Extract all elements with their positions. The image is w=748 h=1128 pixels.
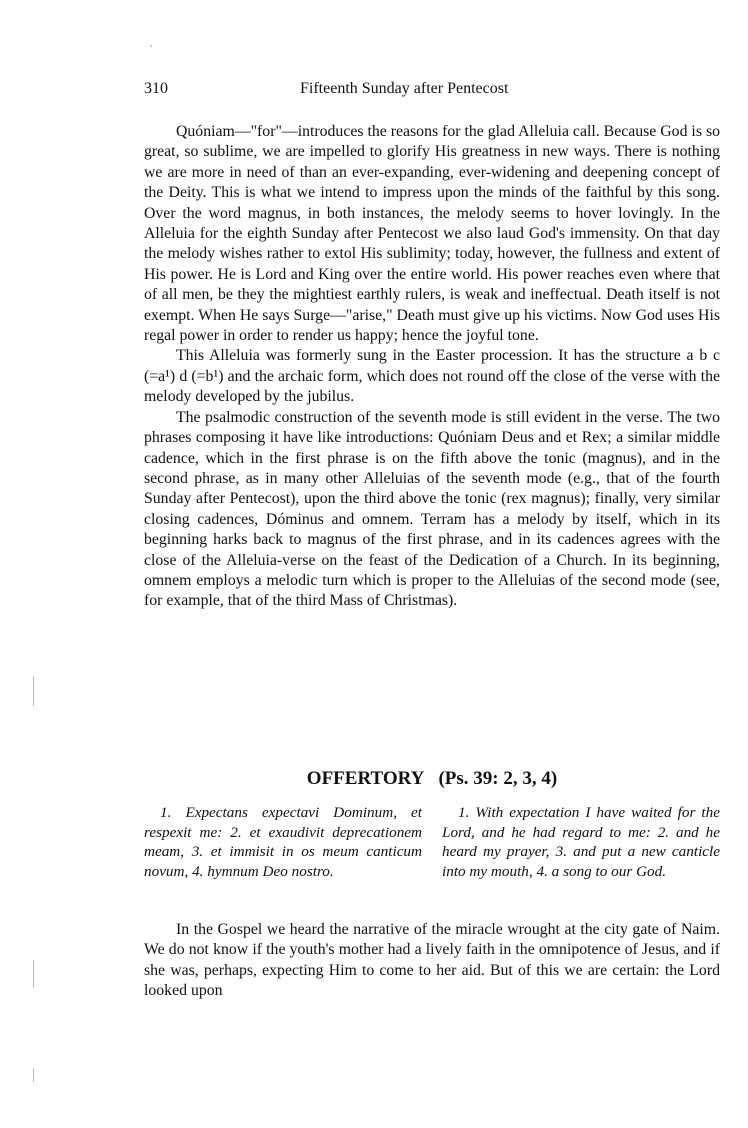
margin-mark	[33, 960, 34, 988]
offertory-title: OFFERTORY	[306, 768, 424, 789]
paragraph-quoniam: Quóniam—"for"—introduces the reasons for the glad Alleluia call. Because God is so great, so sublime, we are impelled to glorify His greatness in new ways. There is nothing we are more in need of than an ever-expanding, ever-widening and deepening concept of the Deity. This is what we intend to impress upon the minds of the faithful by this song. Over the word magnus, in both instances, the melody seems to hover lovingly. In the Alleluia for the eighth Sunday after Pentecost we also laud God's immensity. On that day the melody wishes rather to extol His sublimity; today, however, the fullness and extent of His power. He is Lord and King over the entire world. His power reaches even where that of all men, be they the mightiest earthly rulers, is weak and ineffectual. Death itself is not exempt. When He says Surge—"arise," Death must give up his victims. Now God uses His regal power in order to render us happy; hence the joyful tone.	[144, 123, 720, 345]
offertory-heading	[144, 768, 720, 790]
offertory-text	[144, 803, 720, 881]
page-header	[144, 80, 720, 102]
margin-mark	[33, 676, 34, 706]
paragraph-psalmodic-construction: The psalmodic construction of the seventh mode is still evident in the verse. The two phrases composing it have like introductions: Quóniam Deus and et Rex; a similar middle cadence, which in the first phrase is on the fifth above the tonic (magnus), and in the second phrase, as in many other Alleluias of the seventh mode (e.g., that of the fourth Sunday after Pentecost), upon the third above the tonic (rex magnus); finally, very similar closing cadences, Dóminus and omnem. Terram has a melody by itself, which in its beginning harks back to magnus of the first phrase, and in its cadences agrees with the close of the Alleluia-verse on the feast of the Dedication of a Church. In its beginning, omnem employs a melodic turn which is proper to the Alleluias of the second mode (see, for example, that of the third Mass of Christmas).	[144, 408, 720, 610]
gospel-commentary	[144, 920, 720, 1002]
scan-speck	[150, 45, 152, 47]
paragraph-easter-procession: This Alleluia was formerly sung in the Easter procession. It has the structure a b c (=a¹) d (=b¹) and the archaic form, which does not round off the close of the verse with the melody developed by the jubilus.	[144, 347, 720, 406]
running-title: Fifteenth Sunday after Pentecost	[300, 80, 509, 97]
margin-mark	[33, 1068, 34, 1082]
english-text: 1. With expectation I have waited for the Lord, and he had regard to me: 2. and he heard my prayer, 3. and put a new canticle into my mouth, 4. a song to our God.	[442, 804, 720, 880]
offertory-reference: (Ps. 39: 2, 3, 4)	[438, 768, 558, 789]
english-column	[442, 803, 720, 881]
latin-text: 1. Expectans expectavi Dominum, et respexit me: 2. et exaudivit deprecationem meam, 3. et immisit in os meum canticum novum, 4. hymnum Deo nostro.	[144, 804, 422, 880]
page-number: 310	[144, 80, 168, 97]
paragraph-gospel: In the Gospel we heard the narrative of the miracle wrought at the city gate of Naim. We do not know if the youth's mother had a lively faith in the omnipotence of Jesus, and if she was, perhaps, expecting Him to come to her aid. But of this we are certain: the Lord looked upon	[144, 921, 720, 1000]
latin-column	[144, 803, 422, 881]
commentary-body	[144, 122, 720, 612]
